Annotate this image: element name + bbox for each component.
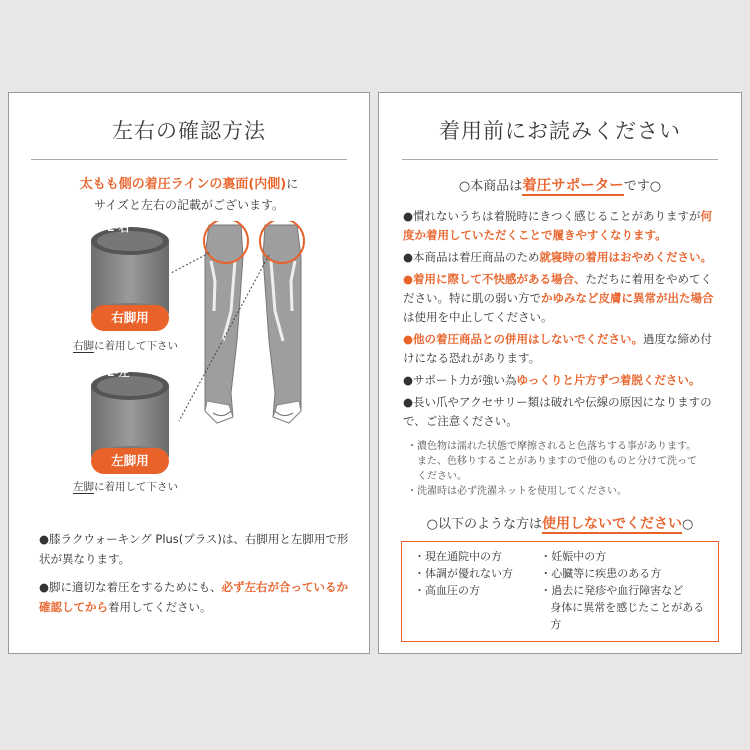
- size-tag-left: L-左: [107, 366, 130, 379]
- wash-note-1a: ・濃色物は濡れた状態で摩擦されると色落ちする事があります。: [407, 441, 697, 452]
- wash-note-2: ・洗濯時は必ず洗濯ネットを使用してください。: [407, 486, 627, 497]
- intro-text: [9, 174, 369, 216]
- right-leg-badge: 右脚用: [91, 305, 169, 331]
- intro-after: に: [286, 177, 299, 191]
- title-divider: [402, 159, 718, 160]
- left-title: 左右の確認方法: [112, 119, 266, 143]
- do-not-use-box: [401, 541, 719, 642]
- note-6: ●長い爪やアクセサリー類は破れや伝線の原因になりますので、ご注意ください。: [403, 395, 712, 428]
- title-divider: [31, 159, 347, 160]
- list-item: ・心臓等に疾患のある方: [540, 567, 662, 580]
- list-item: ・過去に発疹や血行障害など: [540, 584, 684, 597]
- caption-left: 左脚に着用して下さい: [73, 481, 178, 493]
- note-2: ●本商品は着圧商品のため就寝時の着用はおやめください。: [403, 250, 713, 264]
- list-item: ・妊娠中の方: [540, 550, 607, 563]
- intro-highlight: 太もも側の着圧ラインの裏面(内側): [79, 177, 287, 192]
- list-item: ・現在通院中の方: [414, 550, 502, 563]
- list-item: ・高血圧の方: [414, 584, 480, 597]
- left-panel: [8, 92, 370, 654]
- right-panel: [378, 92, 742, 654]
- caution-notes: [403, 207, 723, 431]
- washing-notes: [407, 439, 725, 499]
- caption-right: 右脚に着用して下さい: [73, 340, 178, 352]
- note-1: ●慣れないうちは着脱時にきつく感じることがありますが何度か着用していただくことで履きやすくなります。: [403, 209, 713, 242]
- note-5: ●サポート力が強い為ゆっくりと片方ずつ着脱ください。: [403, 373, 701, 387]
- do-not-use-col2: [540, 548, 708, 633]
- note-shape: ●膝ラクウォーキング Plus(プラス)は、右脚用と左脚用で形状が異なります。: [39, 532, 349, 566]
- wash-note-1c: ください。: [417, 471, 467, 482]
- intro-line2: サイズと左右の記載がございます。: [93, 198, 285, 212]
- sleeve-illustration: [9, 221, 369, 521]
- note-4: ●他の着圧商品との併用はしないでください。過度な締め付けになる恐れがあります。: [403, 332, 713, 365]
- right-title: 着用前にお読みください: [439, 119, 681, 143]
- leg-sleeve-left-icon: [263, 225, 301, 423]
- note-fit: ●脚に適切な着圧をするためにも、必ず左右が合っているか確認してから着用してください。: [39, 580, 349, 614]
- product-type: ○本商品は着圧サポーターです○: [458, 178, 662, 194]
- left-leg-badge: 左脚用: [91, 448, 169, 474]
- do-not-use-col1: [414, 548, 540, 633]
- figure-area: [9, 221, 369, 521]
- list-item: 身体に異常を感じたことがある方: [550, 601, 705, 631]
- list-item: ・体調が優れない方: [414, 567, 513, 580]
- wash-note-1b: また、色移りすることがありますので他のものと分けて洗って: [417, 456, 697, 467]
- do-not-use-heading: ○以下のような方は使用しないでください○: [426, 516, 694, 532]
- size-tag-right: L-右: [107, 221, 130, 234]
- leg-sleeve-right-icon: [205, 225, 243, 423]
- note-3: ●着用に際して不快感がある場合、ただちに着用をやめてください。特に肌の弱い方でかゆみなど皮膚に異常が出た場合は使用を中止してください。: [403, 272, 714, 324]
